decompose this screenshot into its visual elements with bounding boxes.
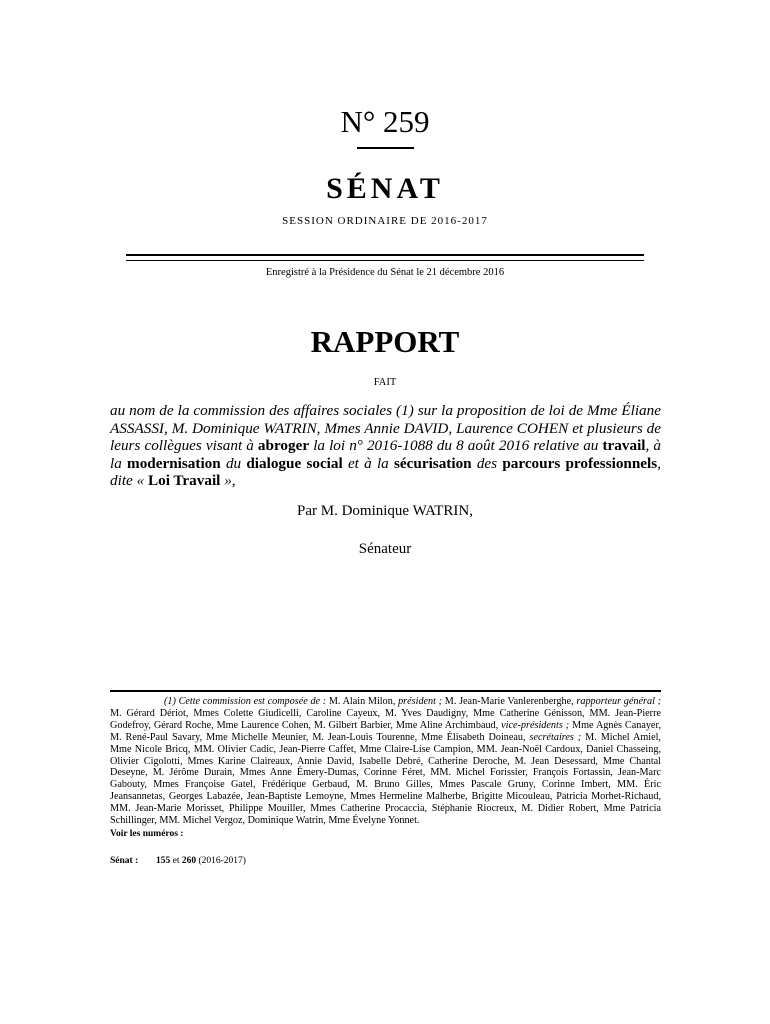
header-rule-thin — [126, 260, 644, 261]
number-underline — [357, 147, 414, 149]
session-line: SESSION ORDINAIRE DE 2016-2017 — [282, 215, 488, 227]
report-title: au nom de la commission des affaires sociales (1) sur la proposition de loi de Mme Éliane ASSASSI, M. Dominique WATRIN, Mmes Annie DAVID, Laurence COHEN et plusieurs de leurs collègues visant à abroger la loi n° 2016-1088 du 8 août 2016 relative au travail, à la modernisation du dialogue social et à la sécurisation des parcours professionnels, dite « Loi Travail », — [110, 402, 661, 489]
rapporteur-line: Par M. Dominique WATRIN, — [297, 503, 473, 519]
senate-numbers: Sénat : 155 et 260 (2016-2017) — [110, 856, 246, 866]
header-rule-thick — [126, 254, 644, 256]
report-type: RAPPORT — [310, 324, 460, 359]
registration-line: Enregistré à la Présidence du Sénat le 21 décembre 2016 — [265, 267, 505, 278]
document-number: N° 259 — [340, 104, 430, 139]
footnote-rule — [110, 690, 661, 692]
commission-footnote: (1) Cette commission est composée de : M. Alain Milon, président ; M. Jean-Marie Vanlerenberghe, rapporteur général ; M. Gérard Dériot, Mmes Colette Giudicelli, Caroline Cayeux, M. Yves Daudigny, Mme Catherine Génisson, MM. Jean-Pierre Godefroy, Gérard Roche, Mme Laurence Cohen, M. Gilbert Barbier, Mme Aline Archimbaud, vice-présidents ; Mme Agnès Canayer, M. René-Paul Savary, Mme Michelle Meunier, M. Jean-Louis Tourenne, Mme Élisabeth Doineau, secrétaires ; M. Michel Amiel, Mme Nicole Bricq, MM. Olivier Cadic, Jean-Pierre Caffet, Mme Claire-Lise Campion, MM. Jean-Noël Cardoux, Daniel Chasseing, Olivier Cigolotti, Mmes Karine Claireaux, Annie David, Isabelle Debré, Catherine Deroche, M. Jean Desessard, Mme Chantal Deseyne, M. Jérôme Durain, Mmes Anne Émery-Dumas, Corinne Féret, MM. Michel Forissier, François Fortassin, Jean-Marc Gabouty, Mmes Françoise Gatel, Frédérique Gerbaud, M. Bruno Gilles, Mmes Pascale Gruny, Corinne Imbert, MM. Éric Jeansannetas, Georges Labazée, Jean-Baptiste Lemoyne, Mmes Hermeline Malherbe, Brigitte Micouleau, Patricia Morhet-Richaud, MM. Jean-Marie Morisset, Philippe Mouiller, Mmes Catherine Procaccia, Stéphanie Riocreux, M. Didier Robert, Mme Patricia Schillinger, MM. Michel Vergoz, Dominique Watrin, Mme Évelyne Yonnet. — [110, 696, 662, 827]
institution-name: SÉNAT — [326, 172, 444, 205]
fait-label: FAIT — [373, 377, 397, 388]
rapporteur-role: Sénateur — [358, 541, 412, 557]
see-numbers-label: Voir les numéros : — [110, 829, 184, 839]
